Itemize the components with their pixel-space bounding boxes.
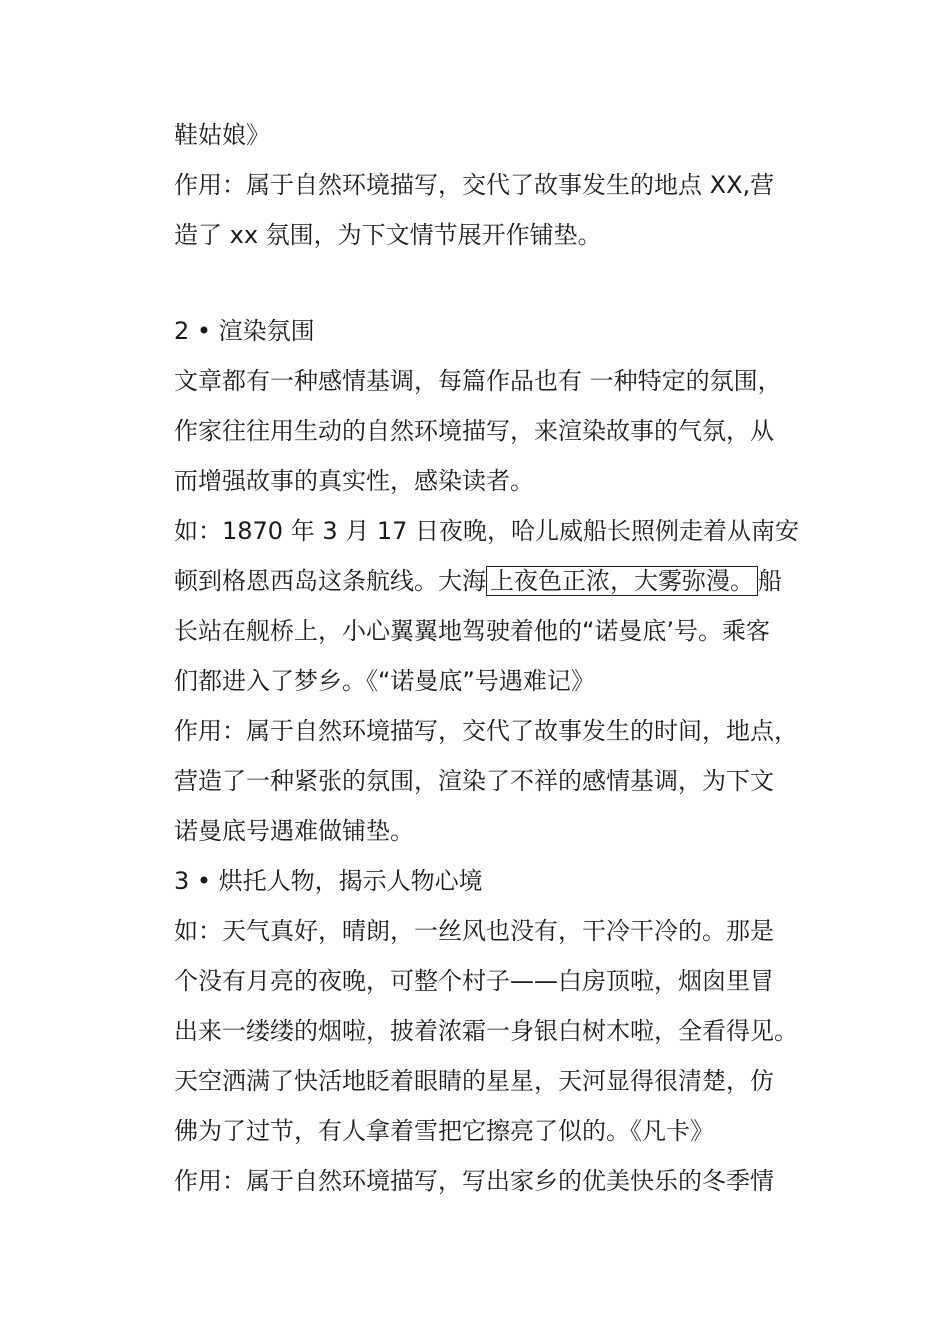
text-line: 作家往往用生动的自然环境描写，来渲染故事的气氛，从 xyxy=(174,417,774,445)
text-line: 鞋姑娘》 xyxy=(174,121,270,149)
text-segment: 顿到格恩西岛这条航线。大海 xyxy=(174,567,486,595)
text-line: 作用：属于自然环境描写，写出家乡的优美快乐的冬季情 xyxy=(174,1167,774,1195)
text-line: 而增强故事的真实性，感染读者。 xyxy=(174,467,534,495)
text-line: 个没有月亮的夜晚，可整个村子——白房顶啦，烟囱里冒 xyxy=(174,967,774,995)
text-line: 出来一缕缕的烟啦，披着浓霜一身银白树木啦，全看得见。 xyxy=(174,1017,798,1045)
text-line: 们都进入了梦乡。《“诺曼底”号遇难记》 xyxy=(174,667,595,695)
text-line xyxy=(174,556,814,606)
text-segment: 船 xyxy=(758,567,782,595)
section-heading: 3 • 烘托人物，揭示人物心境 xyxy=(174,867,483,895)
document-body xyxy=(174,110,814,1206)
text-line: 文章都有一种感情基调，每篇作品也有 一种特定的氛围， xyxy=(174,367,782,395)
section-heading: 2 • 渲染氛围 xyxy=(174,317,315,345)
text-line: 佛为了过节，有人拿着雪把它擦亮了似的。《凡卡》 xyxy=(174,1117,714,1145)
text-line: 如：1870 年 3 月 17 日夜晚，哈儿威船长照例走着从南安 xyxy=(174,517,800,545)
paragraph-gap xyxy=(174,260,814,306)
text-line: 作用：属于自然环境描写，交代了故事发生的地点 XX,营 xyxy=(174,171,775,199)
text-line: 诺曼底号遇难做铺垫。 xyxy=(174,817,414,845)
text-line: 长站在舰桥上，小心翼翼地驾驶着他的“诺曼底’号。乘客 xyxy=(174,617,771,645)
text-line: 作用：属于自然环境描写，交代了故事发生的时间，地点， xyxy=(174,717,798,745)
highlighted-phrase-box: 上夜色正浓，大雾弥漫。 xyxy=(486,566,758,596)
text-line: 营造了一种紧张的氛围，渲染了不祥的感情基调，为下文 xyxy=(174,767,774,795)
text-line: 如：天气真好，晴朗，一丝风也没有，干冷干冷的。那是 xyxy=(174,917,774,945)
text-line: 造了 xx 氛围，为下文情节展开作铺垫。 xyxy=(174,221,602,249)
text-line: 天空洒满了快活地眨着眼睛的星星，天河显得很清楚，仿 xyxy=(174,1067,774,1095)
